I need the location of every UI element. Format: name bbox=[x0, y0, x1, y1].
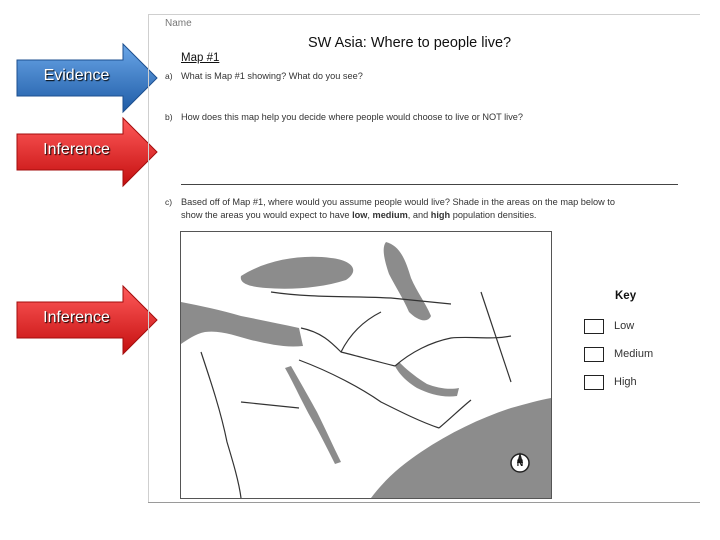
question-text-line1: Based off of Map #1, where would you assume people would live? Shade in the areas on the map below to bbox=[181, 197, 615, 207]
key-label: Medium bbox=[614, 348, 654, 360]
inference-label: Inference bbox=[43, 309, 110, 326]
map-label: Map #1 bbox=[181, 52, 220, 64]
question-letter: a) bbox=[165, 71, 173, 81]
question-text: What is Map #1 showing? What do you see? bbox=[181, 71, 363, 81]
question-letter: b) bbox=[165, 112, 173, 122]
sw-asia-outline-map[interactable] bbox=[180, 231, 552, 499]
divider bbox=[148, 502, 700, 503]
low-checkbox[interactable] bbox=[584, 319, 604, 334]
medium-checkbox[interactable] bbox=[584, 347, 604, 362]
key-label: High bbox=[614, 376, 637, 388]
medium-keyword: medium bbox=[372, 210, 408, 220]
key-title: Key bbox=[615, 290, 637, 302]
worksheet-title: SW Asia: Where to people live? bbox=[308, 35, 512, 51]
answer-line bbox=[181, 184, 678, 185]
worksheet-page bbox=[148, 14, 700, 504]
name-label: Name bbox=[165, 18, 192, 29]
question-text-part: , and bbox=[407, 210, 431, 220]
divider bbox=[148, 14, 149, 503]
low-keyword: low bbox=[352, 210, 368, 220]
question-text-part: population densities. bbox=[450, 210, 537, 220]
inference-label: Inference bbox=[43, 141, 110, 158]
evidence-callout-arrow bbox=[15, 40, 160, 116]
question-text-part: show the areas you would expect to have bbox=[181, 210, 353, 220]
inference-callout-arrow-2 bbox=[15, 282, 160, 358]
question-letter: c) bbox=[165, 197, 173, 207]
evidence-label: Evidence bbox=[43, 67, 110, 84]
inference-callout-arrow-1 bbox=[15, 114, 160, 190]
high-checkbox[interactable] bbox=[584, 375, 604, 390]
compass-label: N bbox=[516, 458, 524, 468]
question-text: How does this map help you decide where people would choose to live or NOT live? bbox=[181, 112, 524, 122]
divider bbox=[148, 14, 700, 15]
high-keyword: high bbox=[430, 210, 451, 220]
question-text-line2 bbox=[181, 209, 536, 222]
key-label: Low bbox=[614, 320, 635, 332]
question-text-part: , bbox=[367, 210, 373, 220]
map-drawing bbox=[181, 232, 551, 498]
